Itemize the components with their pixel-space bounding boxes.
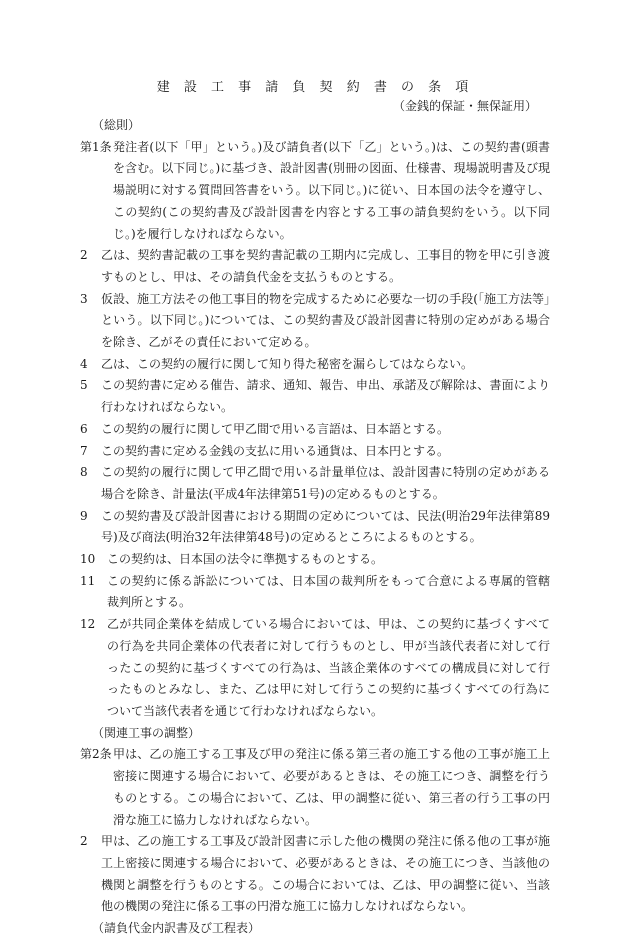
article-1: [80, 137, 550, 246]
item-text: この契約書に定める金銭の支払に用いる通貨は、日本円とする。: [101, 443, 450, 458]
item-number: 7: [80, 443, 88, 458]
article-1-item-5: [80, 375, 550, 418]
item-number: 8: [80, 465, 88, 480]
item-number: 12: [80, 617, 96, 632]
article-2-item-2: [80, 831, 550, 918]
item-text: 乙は、契約書記載の工事を契約書記載の工期内に完成し、工事目的物を甲に引き渡すものとし、甲は、その請負代金を支払うものとする。: [101, 248, 550, 284]
item-text: この契約書及び設計図書における期間の定めについては、民法(明治29年法律第89号)及び商法(明治32年法律第48号)の定めるところによるものとする。: [101, 508, 550, 545]
item-text: この契約書に定める催告、請求、通知、報告、申出、承諾及び解除は、書面により行わなければならない。: [101, 378, 550, 415]
item-number: 11: [80, 573, 96, 588]
item-number: 4: [80, 356, 88, 371]
section-heading-general: （総則）: [92, 118, 141, 132]
item-number: 9: [80, 508, 88, 523]
article-1-item-7: [80, 441, 550, 463]
item-text: この契約に係る訴訟については、日本国の裁判所をもって合意による専属的管轄裁判所とする。: [107, 573, 550, 610]
item-text: 乙は、この契約の履行に関して知り得た秘密を漏らしてはならない。: [101, 356, 474, 371]
article-number: 第1条: [80, 139, 112, 154]
document-subtitle: （金銭的保証・無保証用）: [392, 99, 537, 113]
article-number: 第2条: [80, 747, 112, 762]
article-1-item-10: [80, 549, 550, 571]
article-1-item-12: [80, 614, 550, 723]
article-1-item-2: [80, 245, 550, 288]
article-1-item-6: [80, 419, 550, 441]
item-text: この契約の履行に関して甲乙間で用いる計量単位は、設計図書に特別の定めがある場合を除き、計量法(平成4年法律第51号)の定めるものとする。: [101, 465, 550, 501]
section-heading-related-work: （関連工事の調整）: [92, 725, 201, 740]
section-heading-breakdown: （請負代金内訳書及び工程表）: [92, 921, 261, 936]
item-number: 3: [80, 291, 88, 306]
article-text: 発注者(以下「甲」という。)及び請負者(以下「乙」という。)は、この契約書(頭書を含む。以下同じ。)に基づき、設計図書(別冊の図面、仕様書、現場説明書及び現場説明に対する質問回答書をいう。以下同じ。)に従い、日本国の法令を遵守し、この契約(この契約書及び設計図書を内容とする工事の請負契約をいう。以下同じ。)を履行しなければならない。: [113, 139, 550, 241]
article-1-item-9: [80, 506, 550, 549]
item-text: この契約は、日本国の法令に準拠するものとする。: [107, 552, 384, 567]
item-text: この契約の履行に関して甲乙間で用いる言語は、日本語とする。: [101, 421, 450, 436]
article-1-item-4: [80, 354, 550, 376]
article-2: [80, 744, 550, 831]
item-number: 5: [80, 378, 88, 393]
document-title: 建 設 工 事 請 負 契 約 書 の 条 項: [156, 80, 474, 95]
item-text: 乙が共同企業体を結成している場合においては、甲は、この契約に基づくすべての行為を共同企業体の代表者に対して行うものとし、甲が当該代表者に対して行ったこの契約に基づくすべての行為は、当該企業体のすべての構成員に対して行ったものとみなし、また、乙は甲に対して行うこの契約に基づくすべての行為について当該代表者を通じて行わなければならない。: [107, 617, 550, 718]
article-1-item-3: [80, 289, 550, 354]
item-number: 2: [80, 834, 88, 849]
article-1-item-8: [80, 462, 550, 505]
article-text: 甲は、乙の施工する工事及び甲の発注に係る第三者の施工する他の工事が施工上密接に関連する場合において、必要があるときは、その施工につき、調整を行うものとする。この場合において、乙は、甲の調整に従い、第三者の行う工事の円滑な施工に協力しなければならない。: [113, 747, 550, 827]
item-number: 6: [80, 421, 88, 436]
item-text: 仮設、施工方法その他工事目的物を完成するために必要な一切の手段(「施工方法等」という。以下同じ。)については、この契約書及び設計図書に特別の定めがある場合を除き、乙がその責任において定める。: [101, 291, 550, 350]
item-text: 甲は、乙の施工する工事及び設計図書に示した他の機関の発注に係る他の工事が施工上密接に関連する場合において、必要があるときは、その施工につき、当該他の機関と調整を行うものとする。この場合においては、乙は、甲の調整に従い、当該他の機関の発注に係る工事の円滑な施工に協力しなければならない。: [101, 834, 550, 914]
article-1-item-11: [80, 571, 550, 614]
item-number: 10: [80, 552, 96, 567]
item-number: 2: [80, 248, 88, 263]
document-body: [80, 115, 550, 940]
